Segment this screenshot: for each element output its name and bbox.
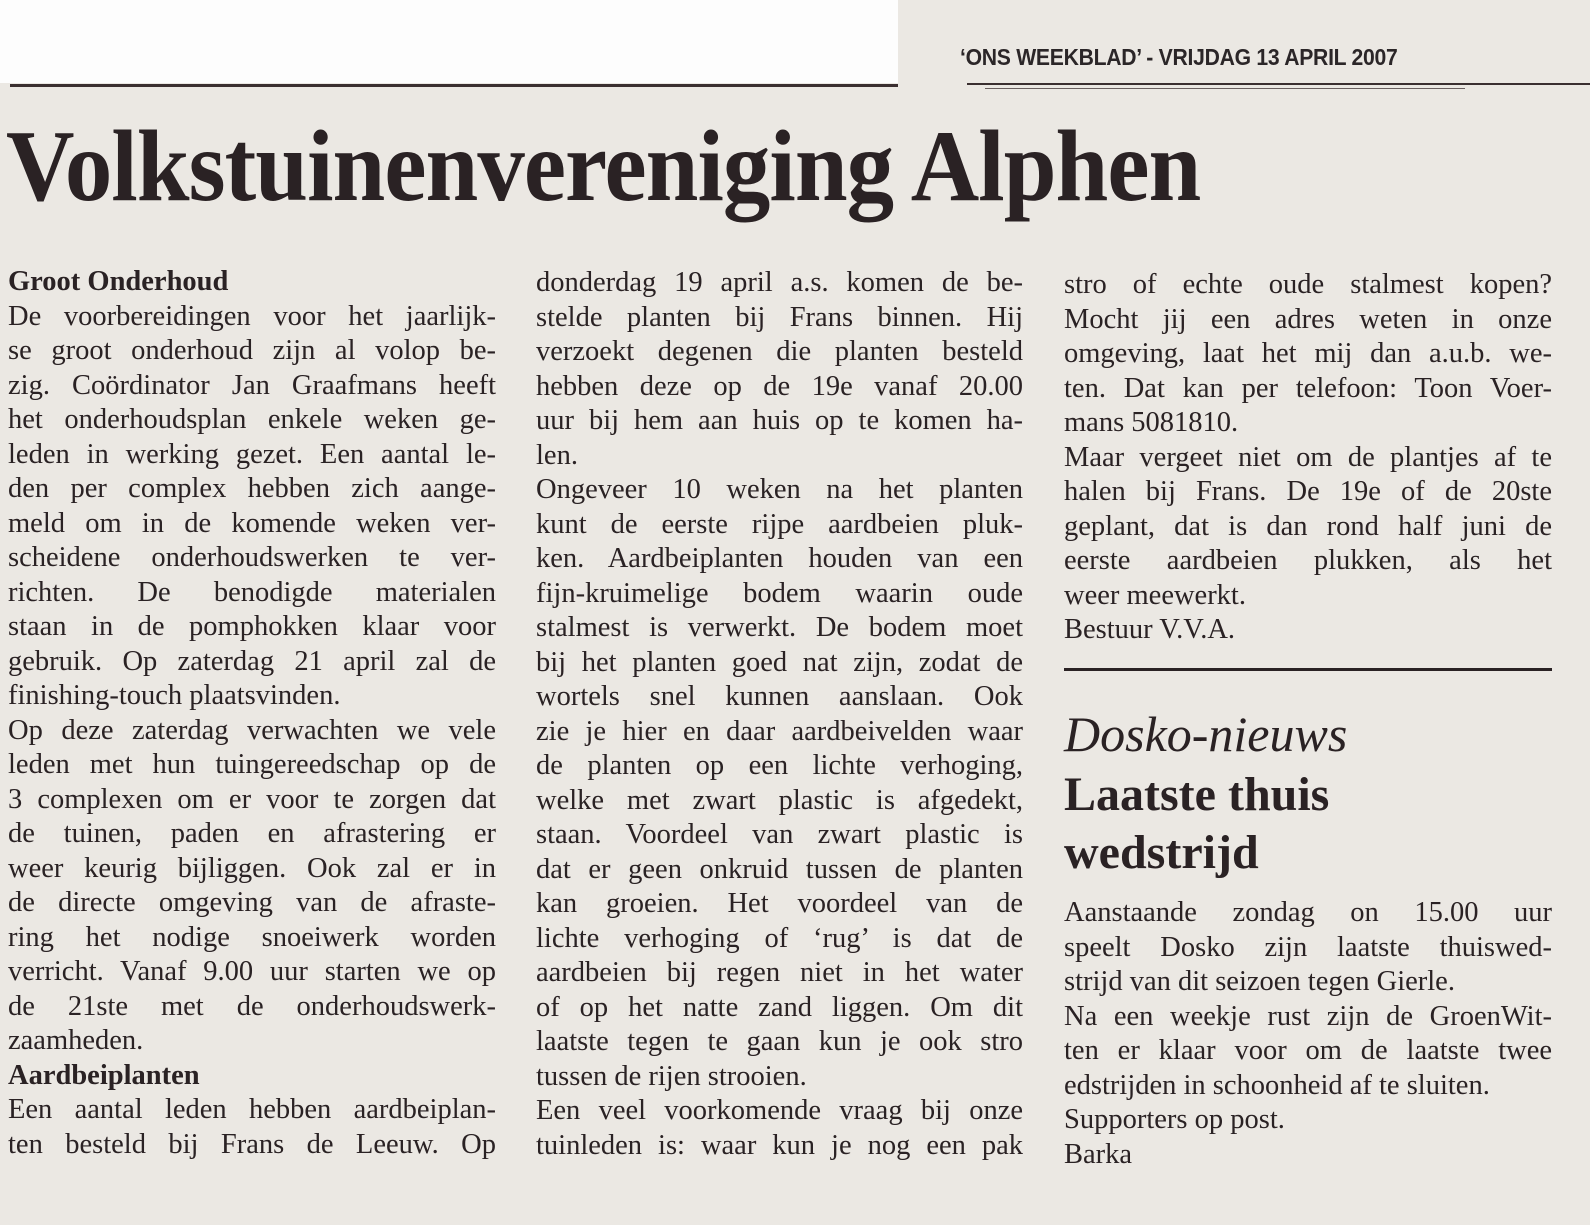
text-line: leden met hun tuingereedschap op de — [8, 749, 496, 780]
article-headline: Volkstuinenvereniging Alphen — [6, 110, 1201, 223]
text-line: zaamheden. — [8, 1025, 144, 1056]
text-line: aardbeien bij regen niet in het water — [536, 957, 1023, 988]
text-line: edstrijden in schoonheid af te sluiten. — [1064, 1069, 1490, 1101]
paper-clipping-edge — [0, 0, 898, 83]
text-line: Aanstaande zondag on 15.00 uur — [1064, 897, 1552, 928]
text-line: weer meewerkt. — [1064, 579, 1246, 611]
dosko-body-lines — [1064, 896, 1552, 1172]
top-rule-right-thin — [985, 88, 1465, 89]
text-line: zie je hier en daar aardbeivelden waar — [536, 715, 1023, 747]
text-line: scheidene onderhoudswerken te ver- — [8, 542, 496, 573]
text-line: ten. Dat kan per telefoon: Toon Voer- — [1064, 372, 1552, 404]
text-line: Bestuur V.V.A. — [1064, 614, 1236, 645]
text-line: de 21ste met de onderhoudswerk- — [8, 990, 496, 1022]
text-line: geplant, dat is dan rond half juni de — [1064, 510, 1552, 542]
text-line: of op het natte zand liggen. Om dit — [536, 991, 1023, 1023]
text-line: verricht. Vanaf 9.00 uur starten we op — [8, 956, 496, 987]
text-line: Ongeveer 10 weken na het planten — [536, 474, 1023, 505]
column-3 — [1064, 268, 1552, 648]
column-1 — [8, 265, 496, 1162]
text-line: het onderhoudsplan enkele weken ge- — [8, 404, 496, 435]
text-line: de tuinen, paden en afrastering er — [8, 818, 496, 849]
text-line: Supporters op post. — [1064, 1104, 1285, 1135]
text-line: ten er klaar voor om de laatste twee — [1064, 1035, 1552, 1066]
text-line: eerste aardbeien plukken, als het — [1064, 545, 1552, 576]
text-line: zig. Coördinator Jan Graafmans heeft — [8, 369, 496, 401]
text-line: ten besteld bij Frans de Leeuw. Op — [8, 1128, 496, 1160]
text-line: kunt de eerste rijpe aardbeien pluk- — [536, 508, 1023, 540]
text-line: dat er geen onkruid tussen de planten — [536, 853, 1023, 885]
text-line: hebben deze op de 19e vanaf 20.00 — [536, 370, 1023, 402]
text-line: mans 5081810. — [1064, 407, 1239, 438]
text-line: wortels snel kunnen aanslaan. Ook — [536, 681, 1023, 712]
text-line: uur bij hem aan huis op te komen ha- — [536, 405, 1023, 436]
text-line: den per complex hebben zich aange- — [8, 473, 496, 504]
text-line: Mocht jij een adres weten in onze — [1064, 303, 1552, 335]
newspaper-masthead: ‘ONS WEEKBLAD’ - VRIJDAG 13 APRIL 2007 — [960, 44, 1398, 70]
text-line: stelde planten bij Frans binnen. Hij — [536, 301, 1023, 333]
text-line: stro of echte oude stalmest kopen? — [1064, 269, 1552, 300]
section-divider — [1064, 668, 1552, 671]
section-body-aardbeiplanten-end — [1064, 268, 1552, 648]
text-line: Een veel voorkomende vraag bij onze — [536, 1095, 1023, 1126]
text-line: ring het nodige snoeiwerk worden — [8, 921, 496, 953]
text-line: bij het planten goed nat zijn, zodat de — [536, 646, 1023, 678]
text-line: stalmest is verwerkt. De bodem moet — [536, 612, 1023, 643]
text-line: Barka — [1064, 1138, 1133, 1170]
text-line: richten. De benodigde materialen — [8, 576, 496, 608]
dosko-title-line-2: wedstrijd — [1064, 826, 1259, 879]
section-heading-groot-onderhoud: Groot Onderhoud — [8, 266, 229, 297]
dosko-body — [1064, 896, 1552, 1172]
text-line: tussen de rijen strooien. — [536, 1060, 807, 1092]
top-rule-right — [967, 83, 1590, 85]
top-rule-left — [10, 84, 898, 87]
text-line: kan groeien. Het voordeel van de — [536, 888, 1023, 919]
dosko-kicker: Dosko-nieuws — [1064, 706, 1348, 762]
text-line: fijn-kruimelige bodem waarin oude — [536, 577, 1023, 609]
text-line: gebruik. Op zaterdag 21 april zal de — [8, 645, 496, 677]
text-line: verzoekt degenen die planten besteld — [536, 336, 1023, 367]
text-line: ken. Aardbeiplanten houden van een — [536, 543, 1023, 574]
section-body-groot-onderhoud — [8, 300, 496, 1059]
dosko-title-line-1: Laatste thuis — [1064, 768, 1330, 821]
text-line: tuinleden is: waar kun je nog een pak — [536, 1129, 1023, 1161]
text-line: speelt Dosko zijn laatste thuiswed- — [1064, 931, 1552, 963]
text-line: omgeving, laat het mij dan a.u.b. we- — [1064, 338, 1552, 369]
text-line: weer keurig bijliggen. Ook zal er in — [8, 852, 496, 884]
section-body-aardbeiplanten-start — [8, 1093, 496, 1162]
text-line: de planten op een lichte verhoging, — [536, 750, 1023, 781]
text-line: halen bij Frans. De 19e of de 20ste — [1064, 476, 1552, 507]
section-body-aardbeiplanten-continued — [536, 266, 1023, 1163]
text-line: meld om in de komende weken ver- — [8, 507, 496, 539]
text-line: Na een weekje rust zijn de GroenWit- — [1064, 1000, 1552, 1032]
dosko-title — [1064, 766, 1552, 882]
text-line: staan. Voordeel van zwart plastic is — [536, 819, 1023, 850]
section-heading-aardbeiplanten: Aardbeiplanten — [8, 1059, 200, 1091]
text-line: Een aantal leden hebben aardbeiplan- — [8, 1094, 496, 1125]
text-line: leden in werking gezet. Een aantal le- — [8, 438, 496, 470]
text-line: de directe omgeving van de afraste- — [8, 887, 496, 918]
text-line: staan in de pomphokken klaar voor — [8, 611, 496, 642]
text-line: donderdag 19 april a.s. komen de be- — [536, 267, 1023, 298]
text-line: welke met zwart plastic is afgedekt, — [536, 784, 1023, 816]
text-line: lichte verhoging of ‘rug’ is dat de — [536, 922, 1023, 954]
text-line: se groot onderhoud zijn al volop be- — [8, 335, 496, 366]
text-line: 3 complexen om er voor te zorgen dat — [8, 783, 496, 815]
text-line: Op deze zaterdag verwachten we vele — [8, 714, 496, 746]
text-line: Maar vergeet niet om de plantjes af te — [1064, 441, 1552, 473]
text-line: len. — [536, 439, 578, 471]
column-2 — [536, 266, 1023, 1163]
text-line: De voorbereidingen voor het jaarlijk- — [8, 300, 496, 332]
text-line: strijd van dit seizoen tegen Gierle. — [1064, 966, 1455, 997]
text-line: laatste tegen te gaan kun je ook stro — [536, 1026, 1023, 1057]
text-line: finishing-touch plaatsvinden. — [8, 680, 341, 711]
